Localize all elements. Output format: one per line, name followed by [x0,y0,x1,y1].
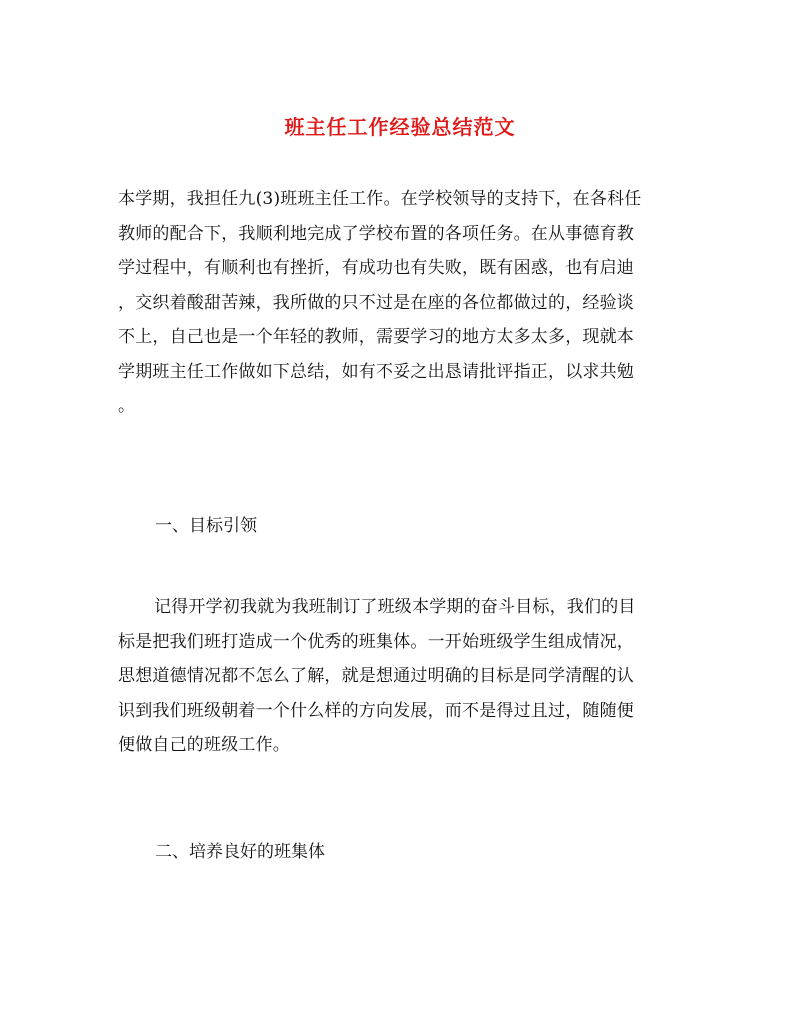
paragraph-line: 思想道德情况都不怎么了解，就是想通过明确的目标是同学清醒的认 [118,666,634,686]
paragraph-line: 。 [118,396,136,416]
paragraph-line: 识到我们班级朝着一个什么样的方向发展，而不是得过且过，随随便 [118,700,634,721]
paragraph-line: 学过程中，有顺利也有挫折，有成功也有失败，既有困惑，也有启迪 [118,258,634,278]
paragraph-line: 标是把我们班打造成一个优秀的班集体。一开始班级学生组成情况， [118,631,634,652]
paragraph-line: 记得开学初我就为我班制订了班级本学期的奋斗目标，我们的目 [154,597,636,617]
paragraph-line: 教师的配合下，我顺利地完成了学校布置的各项任务。在从事德育教 [118,223,634,244]
paragraph-line: 学期班主任工作做如下总结，如有不妥之出恳请批评指正，以求共勉 [118,361,634,382]
paragraph-line: 本学期，我担任九(3)班班主任工作。在学校领导的支持下，在各科任 [118,189,642,209]
section-heading-class-collective: 二、培养良好的班集体 [155,842,325,862]
intro-paragraph [118,182,684,424]
section-paragraph-goal-guidance [118,590,684,763]
document-title: 班主任工作经验总结范文 [284,115,516,139]
section-heading-goal-guidance: 一、目标引领 [155,516,257,536]
paragraph-line: ，交织着酸甜苦辣，我所做的只不过是在座的各位都做过的，经验谈 [118,292,634,313]
paragraph-line: 不上，自己也是一个年轻的教师，需要学习的地方太多太多，现就本 [118,327,634,347]
paragraph-line: 便做自己的班级工作。 [118,735,290,755]
